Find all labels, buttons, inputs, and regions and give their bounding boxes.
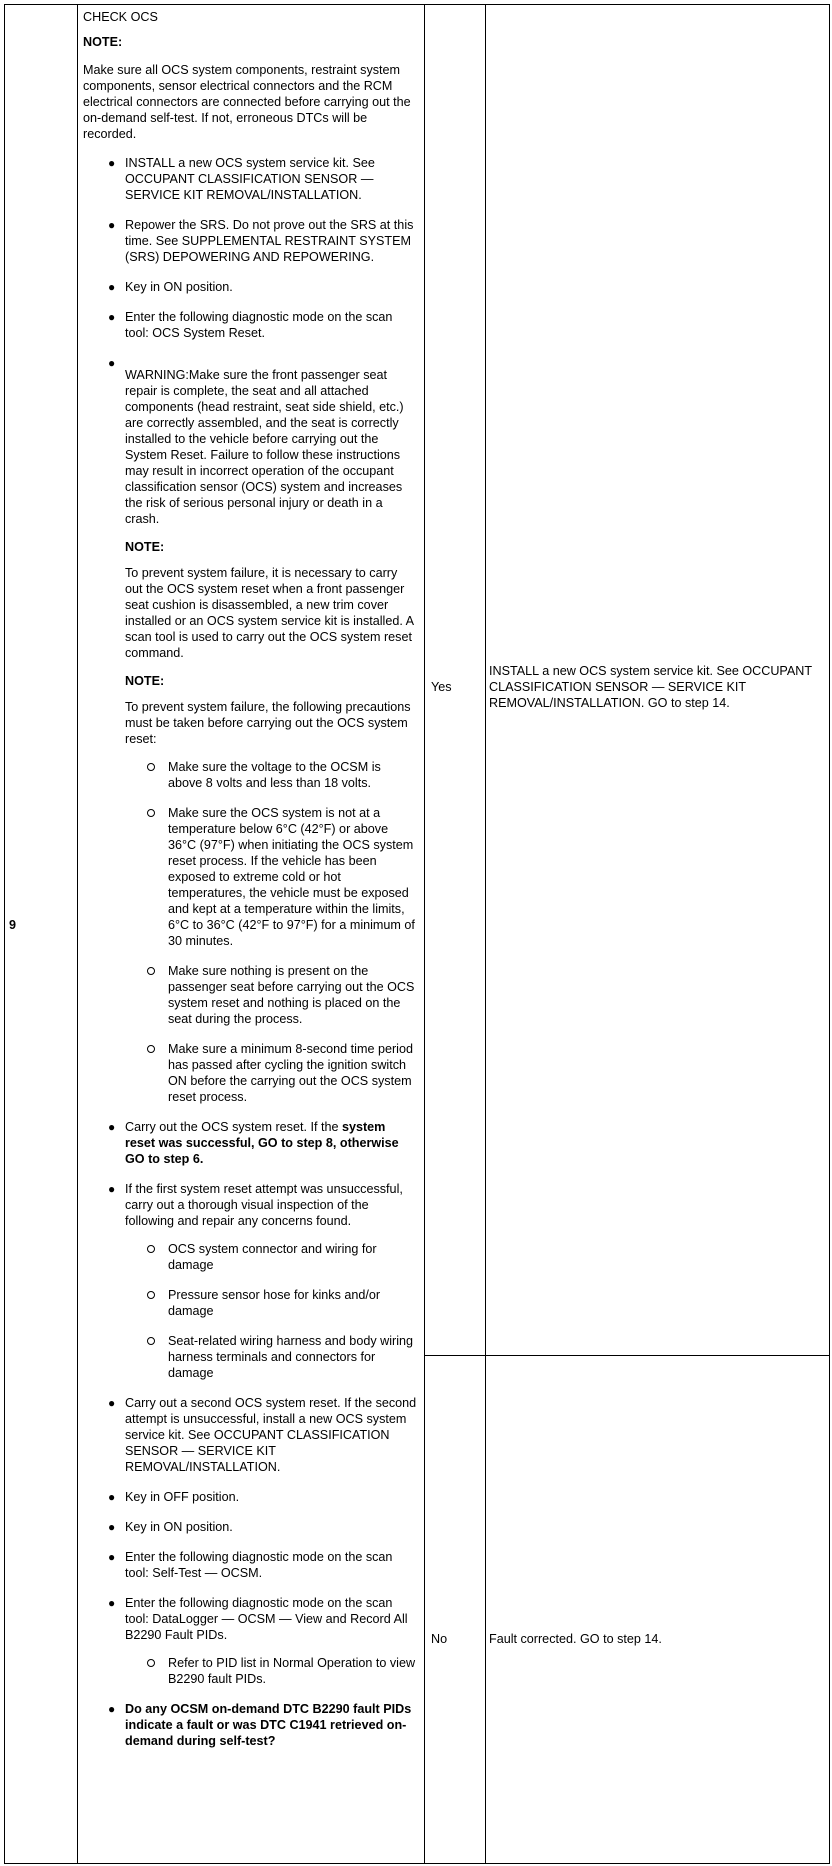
note-text: To prevent system failure, the following precautions must be taken before carrying out the OCS system reset:: [125, 700, 411, 746]
bullet-icon: ●: [108, 310, 116, 324]
bullet-icon: ●: [108, 218, 116, 232]
list-item: ● Repower the SRS. Do not prove out the SRS at this time. See SUPPLEMENTAL RESTRAINT SYSTEM (SRS) DEPOWERING AND REPOWERING.: [108, 218, 414, 264]
instruction-list: [83, 155, 418, 1749]
circle-bullet-icon: [147, 1045, 155, 1053]
column-divider: [424, 5, 425, 1863]
circle-bullet-icon: [147, 1659, 155, 1667]
note-text: To prevent system failure, it is necessary to carry out the OCS system reset when a front passenger seat cushion is disassembled, a new trim cover installed or an OCS system service kit is installed. A scan tool is used to carry out the OCS system reset command.: [125, 566, 414, 660]
list-item: Make sure the OCS system is not at a temperature below 6°C (42°F) or above 36°C (97°F) when initiating the OCS system reset process. If the vehicle has been exposed to extreme cold or hot temperatures, the vehicle must be exposed and kept at a temperature within the limits, 6°C to 36°C (42°F to 97°F) for a minimum of 30 minutes.: [125, 805, 418, 949]
yes-label: Yes: [431, 680, 452, 694]
bullet-icon: ●: [108, 1396, 116, 1410]
no-label: No: [431, 1632, 448, 1646]
list-item: ● Enter the following diagnostic mode on the scan tool: Self-Test — OCSM.: [108, 1550, 393, 1580]
precaution-list: [125, 759, 418, 1105]
bullet-icon: ●: [108, 1120, 116, 1134]
column-divider: [77, 5, 78, 1863]
list-item: ● Key in ON position.: [108, 280, 233, 294]
list-item: Seat-related wiring harness and body wiring harness terminals and connectors for damage: [125, 1333, 418, 1381]
list-item: ● Carry out the OCS system reset. If the system reset was successful, GO to step 8, otherwise GO to step 6.: [108, 1120, 399, 1166]
circle-bullet-icon: [147, 967, 155, 975]
list-item: Make sure nothing is present on the passenger seat before carrying out the OCS system reset and nothing is placed on the seat during the process.: [125, 963, 418, 1027]
bullet-icon: ●: [108, 356, 116, 370]
bullet-icon: ●: [108, 1702, 116, 1716]
note-label: NOTE:: [125, 674, 165, 688]
inspection-list: [125, 1241, 418, 1381]
list-item: ● Key in ON position.: [108, 1520, 233, 1534]
list-item: ● Carry out a second OCS system reset. If the second attempt is unsuccessful, install a new OCS system service kit. See OCCUPANT CLASSIFICATION SENSOR — SERVICE KIT REMOVAL/INSTALLATION.: [108, 1396, 417, 1474]
list-item: [83, 1701, 418, 1749]
bullet-icon: ●: [108, 1182, 116, 1196]
diagnostic-step-table: [4, 4, 830, 1864]
yes-action: INSTALL a new OCS system service kit. See OCCUPANT CLASSIFICATION SENSOR — SERVICE KIT REMOVAL/INSTALLATION. GO to step 14.: [489, 664, 812, 710]
list-item: ● Key in OFF position.: [108, 1490, 240, 1504]
question-text: Do any OCSM on-demand DTC B2290 fault PIDs indicate a fault or was DTC C1941 retrieved on-demand during self-test?: [125, 1702, 412, 1748]
list-item: ● Enter the following diagnostic mode on the scan tool: DataLogger — OCSM — View and Record All B2290 Fault PIDs. Refer to PID list in Normal Operation to view B2290 fault PIDs.: [83, 1595, 418, 1687]
circle-bullet-icon: [147, 809, 155, 817]
step-number: 9: [9, 918, 17, 932]
bullet-icon: ●: [108, 280, 116, 294]
bullet-icon: ●: [108, 1490, 116, 1504]
list-item: ● INSTALL a new OCS system service kit. See OCCUPANT CLASSIFICATION SENSOR — SERVICE KIT REMOVAL/INSTALLATION.: [108, 156, 375, 202]
bullet-icon: ●: [108, 1550, 116, 1564]
list-item: [83, 355, 418, 1105]
warning-text: WARNING:Make sure the front passenger seat repair is complete, the seat and all attached components (head restraint, seat side shield, etc.) are correctly assembled, and the seat is correctly installed to the vehicle before carrying out the System Reset. Failure to follow these instructions may result in incorrect operation of the occupant classification sensor (OCS) system and increases the risk of serious personal injury or death in a crash.: [125, 368, 404, 526]
pid-list: [125, 1655, 418, 1687]
list-item: Make sure the voltage to the OCSM is above 8 volts and less than 18 volts.: [125, 759, 418, 791]
row-divider: [424, 1355, 829, 1356]
list-item: Make sure a minimum 8-second time period has passed after cycling the ignition switch ON before the carrying out the OCS system reset process.: [125, 1041, 418, 1105]
step-title: CHECK OCS: [83, 10, 158, 24]
circle-bullet-icon: [147, 1291, 155, 1299]
column-divider: [485, 5, 486, 1863]
bullet-icon: ●: [108, 1596, 116, 1610]
list-item: ● If the first system reset attempt was unsuccessful, carry out a thorough visual inspection of the following and repair any concerns found. OCS system connector and wiring for damage Pressure sensor hose for kinks and/or damage Seat-related wiring harness and body wiring harness terminals and connectors for damage: [83, 1181, 418, 1381]
bullet-icon: ●: [108, 156, 116, 170]
test-instructions: [83, 9, 418, 1749]
bullet-icon: ●: [108, 1520, 116, 1534]
note-text: Make sure all OCS system components, restraint system components, sensor electrical connectors and the RCM electrical connectors are connected before carrying out the on-demand self-test. If not, erroneous DTCs will be recorded.: [83, 63, 411, 141]
list-item: OCS system connector and wiring for damage: [125, 1241, 418, 1273]
list-item: ● Enter the following diagnostic mode on the scan tool: OCS System Reset.: [108, 310, 393, 340]
no-action: Fault corrected. GO to step 14.: [489, 1632, 662, 1646]
list-item: Pressure sensor hose for kinks and/or damage: [125, 1287, 418, 1319]
note-label: NOTE:: [83, 35, 123, 49]
note-label: NOTE:: [125, 540, 165, 554]
circle-bullet-icon: [147, 1245, 155, 1253]
list-item: Refer to PID list in Normal Operation to view B2290 fault PIDs.: [125, 1655, 418, 1687]
circle-bullet-icon: [147, 763, 155, 771]
circle-bullet-icon: [147, 1337, 155, 1345]
